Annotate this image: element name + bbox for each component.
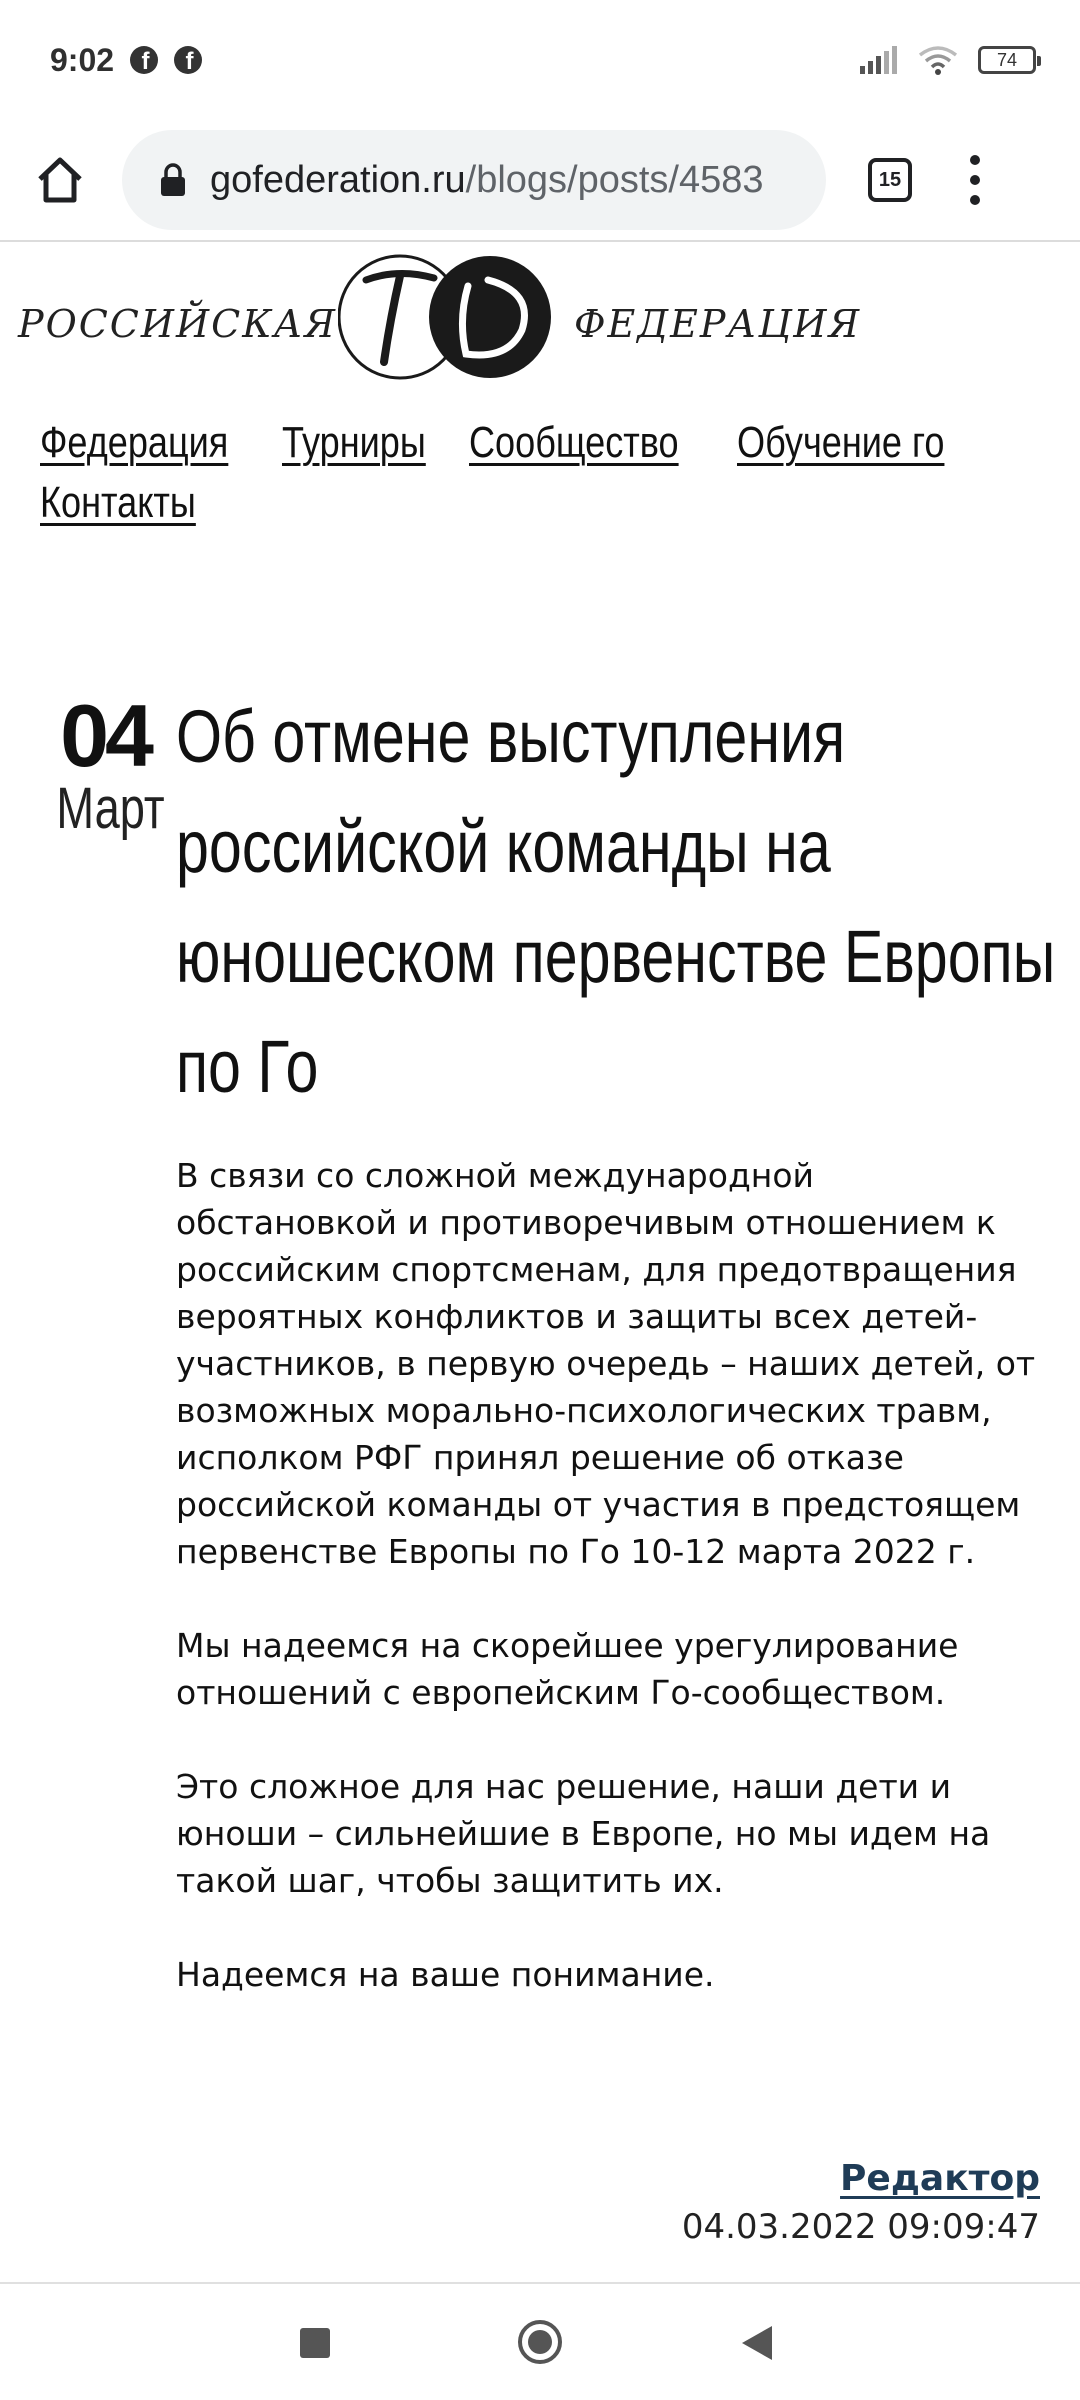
post-footer (682, 2158, 1040, 2247)
post-body (176, 1152, 1036, 1998)
menu-dot (970, 195, 980, 205)
battery-level: 74 (996, 49, 1018, 70)
url-host: gofederation.ru (210, 158, 466, 201)
post-paragraph: Надеемся на ваше понимание. (176, 1955, 715, 1994)
menu-dot (970, 175, 980, 185)
tab-count: 15 (878, 168, 902, 191)
nav-link-tournaments[interactable]: Турниры (281, 418, 426, 467)
recent-apps-button[interactable] (300, 2328, 330, 2358)
tab-switcher-button[interactable] (868, 158, 912, 202)
post-author-link[interactable]: Редактор (840, 2158, 1040, 2199)
system-navigation-bar (0, 2282, 1080, 2400)
wifi-icon (918, 45, 958, 75)
system-home-button[interactable] (518, 2320, 562, 2364)
lock-icon (160, 163, 186, 197)
nav-link-contacts[interactable]: Контакты (40, 478, 196, 527)
site-header (0, 244, 1080, 394)
status-time: 9:02 (50, 41, 115, 78)
post-title-text: Об отмене выступления российской команды на юношеском первенстве Европы по Го (176, 695, 1056, 1108)
site-navigation (40, 418, 1040, 528)
post-datetime: 04.03.2022 09:09:47 (681, 2207, 1040, 2247)
url-path: /blogs/posts/4583 (465, 158, 764, 201)
post-date-month: Март (56, 776, 165, 841)
brand-right-text: ФЕДЕРАЦИЯ (574, 302, 862, 346)
status-bar (0, 0, 1080, 120)
post-paragraph: Мы надеемся на скорейшее урегулирование отношений с европейским Го-сообществом. (176, 1626, 959, 1712)
brand-left-text: РОССИЙСКАЯ (18, 302, 338, 346)
back-button[interactable] (742, 2326, 772, 2360)
home-button[interactable] (32, 152, 88, 208)
battery-icon (978, 46, 1036, 74)
post-paragraph: В связи со сложной международной обстановкой и противоречивым отношением к российским спортсменам, для предотвращения вероятных конфликтов и защиты всех детей-участников, в первую очередь – наших детей, от возможных морально-психологических травм, исполком РФГ принял решение об отказе российской команды от участия в предстоящем первенстве Европы по Го 10-12 марта 2022 г. (176, 1156, 1036, 1571)
nav-link-learning[interactable]: Обучение го (736, 418, 945, 467)
nav-link-federation[interactable]: Федерация (40, 418, 229, 467)
url-text (210, 159, 826, 202)
facebook-icon: f (130, 46, 158, 74)
signal-icon (860, 46, 898, 74)
post-date (30, 686, 165, 841)
post-paragraph: Это сложное для нас решение, наши дети и юноши – сильнейшие в Европе, но мы идем на такой шаг, чтобы защитить их. (176, 1767, 991, 1900)
nav-link-community[interactable]: Сообщество (469, 418, 679, 467)
browser-menu-button[interactable] (968, 155, 982, 205)
address-bar[interactable] (122, 130, 826, 230)
home-icon (35, 155, 85, 205)
browser-toolbar (0, 120, 1080, 242)
go-federation-logo[interactable] (338, 250, 552, 384)
status-right (860, 45, 1036, 75)
status-left (50, 42, 202, 79)
post-date-day: 04 (60, 686, 150, 785)
menu-dot (970, 155, 980, 165)
facebook-icon: f (174, 46, 202, 74)
post-title (176, 682, 1056, 1122)
